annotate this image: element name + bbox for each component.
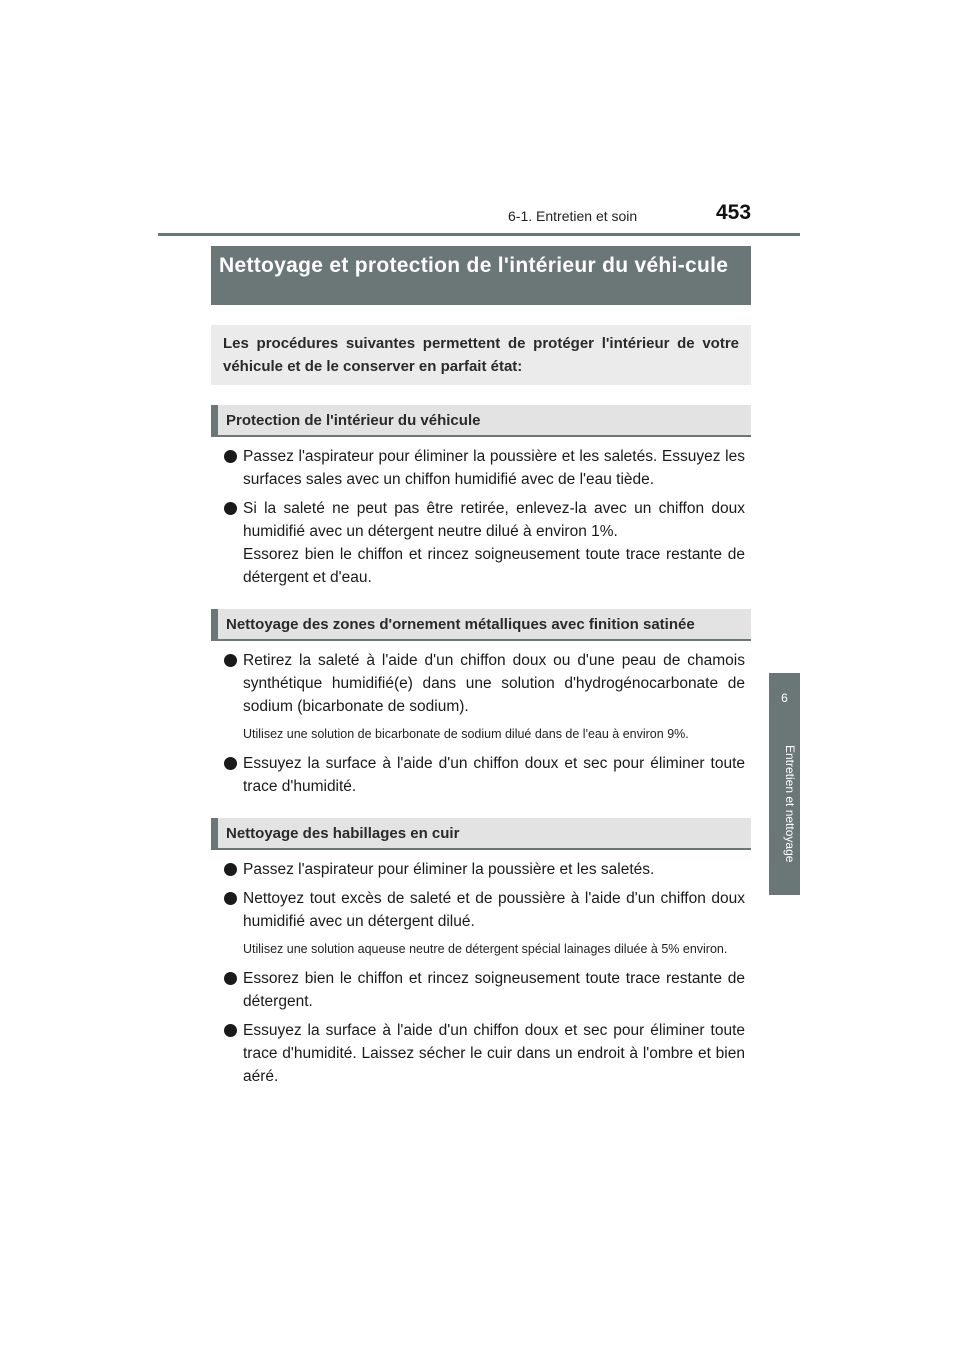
- header-section: 6-1. Entretien et soin: [508, 208, 638, 224]
- side-tab: [769, 673, 800, 895]
- list-item: [211, 858, 751, 881]
- note-text: Utilisez une solution de bicarbonate de sodium dilué dans de l'eau à environ 9%.: [243, 727, 689, 741]
- list-item-text: Si la saleté ne peut pas être retirée, enlevez-la avec un chiffon doux humidifié avec un détergent neutre dilué à environ 1%.: [243, 500, 745, 540]
- bullet-icon: [224, 1024, 237, 1037]
- list-item: [211, 497, 751, 589]
- list-item-text: Passez l'aspirateur pour éliminer la poussière et les saletés.: [243, 861, 655, 878]
- page-title: Nettoyage et protection de l'intérieur du véhi-cule: [211, 246, 751, 305]
- bullet-list: [211, 649, 751, 718]
- bullet-icon: [224, 654, 237, 667]
- note-text: Utilisez une solution aqueuse neutre de détergent spécial lainages diluée à 5% environ.: [243, 942, 728, 956]
- section-heading: Nettoyage des habillages en cuir: [211, 818, 751, 850]
- list-item: [211, 967, 751, 1013]
- bullet-list: [211, 445, 751, 589]
- list-item-text: Essuyez la surface à l'aide d'un chiffon doux et sec pour éliminer toute trace d'humidité.: [243, 755, 745, 795]
- section-heading: Protection de l'intérieur du véhicule: [211, 405, 751, 437]
- header-rule: [158, 233, 800, 236]
- bullet-list: [211, 752, 751, 798]
- bullet-icon: [224, 863, 237, 876]
- list-item-text: Retirez la saleté à l'aide d'un chiffon doux ou d'une peau de chamois synthétique humidifié(e) dans une solution d'hydrogénocarbonate de sodium (bicarbonate de sodium).: [243, 652, 745, 715]
- content: [211, 246, 751, 1094]
- bullet-icon: [224, 450, 237, 463]
- list-item-text: Nettoyez tout excès de saleté et de poussière à l'aide d'un chiffon doux humidifié avec un détergent dilué.: [243, 890, 745, 930]
- bullet-list: [211, 967, 751, 1088]
- list-item: [211, 1019, 751, 1088]
- list-item: [211, 649, 751, 718]
- bullet-list: [211, 858, 751, 933]
- list-item: [211, 752, 751, 798]
- bullet-icon: [224, 502, 237, 515]
- page-number: 453: [716, 201, 752, 224]
- bullet-icon: [224, 972, 237, 985]
- list-item: [211, 887, 751, 933]
- list-item-text: Essuyez la surface à l'aide d'un chiffon doux et sec pour éliminer toute trace d'humidité. Laissez sécher le cuir dans un endroit à l'ombre et bien aéré.: [243, 1022, 745, 1085]
- intro-box: Les procédures suivantes permettent de protéger l'intérieur de votre véhicule et de le conserver en parfait état:: [211, 325, 751, 385]
- list-item-text: Passez l'aspirateur pour éliminer la poussière et les saletés. Essuyez les surfaces sales avec un chiffon humidifié avec de l'eau tiède.: [243, 448, 745, 488]
- bullet-icon: [224, 892, 237, 905]
- list-item-text: Essorez bien le chiffon et rincez soigneusement toute trace restante de détergent.: [243, 970, 745, 1010]
- side-tab-number: 6: [781, 691, 788, 705]
- bullet-icon: [224, 757, 237, 770]
- section-heading: Nettoyage des zones d'ornement métalliques avec finition satinée: [211, 609, 751, 641]
- list-item-text: Essorez bien le chiffon et rincez soigneusement toute trace restante de détergent et d'eau.: [243, 546, 745, 586]
- list-item: [211, 445, 751, 491]
- side-tab-label: Entretien et nettoyage: [783, 745, 797, 863]
